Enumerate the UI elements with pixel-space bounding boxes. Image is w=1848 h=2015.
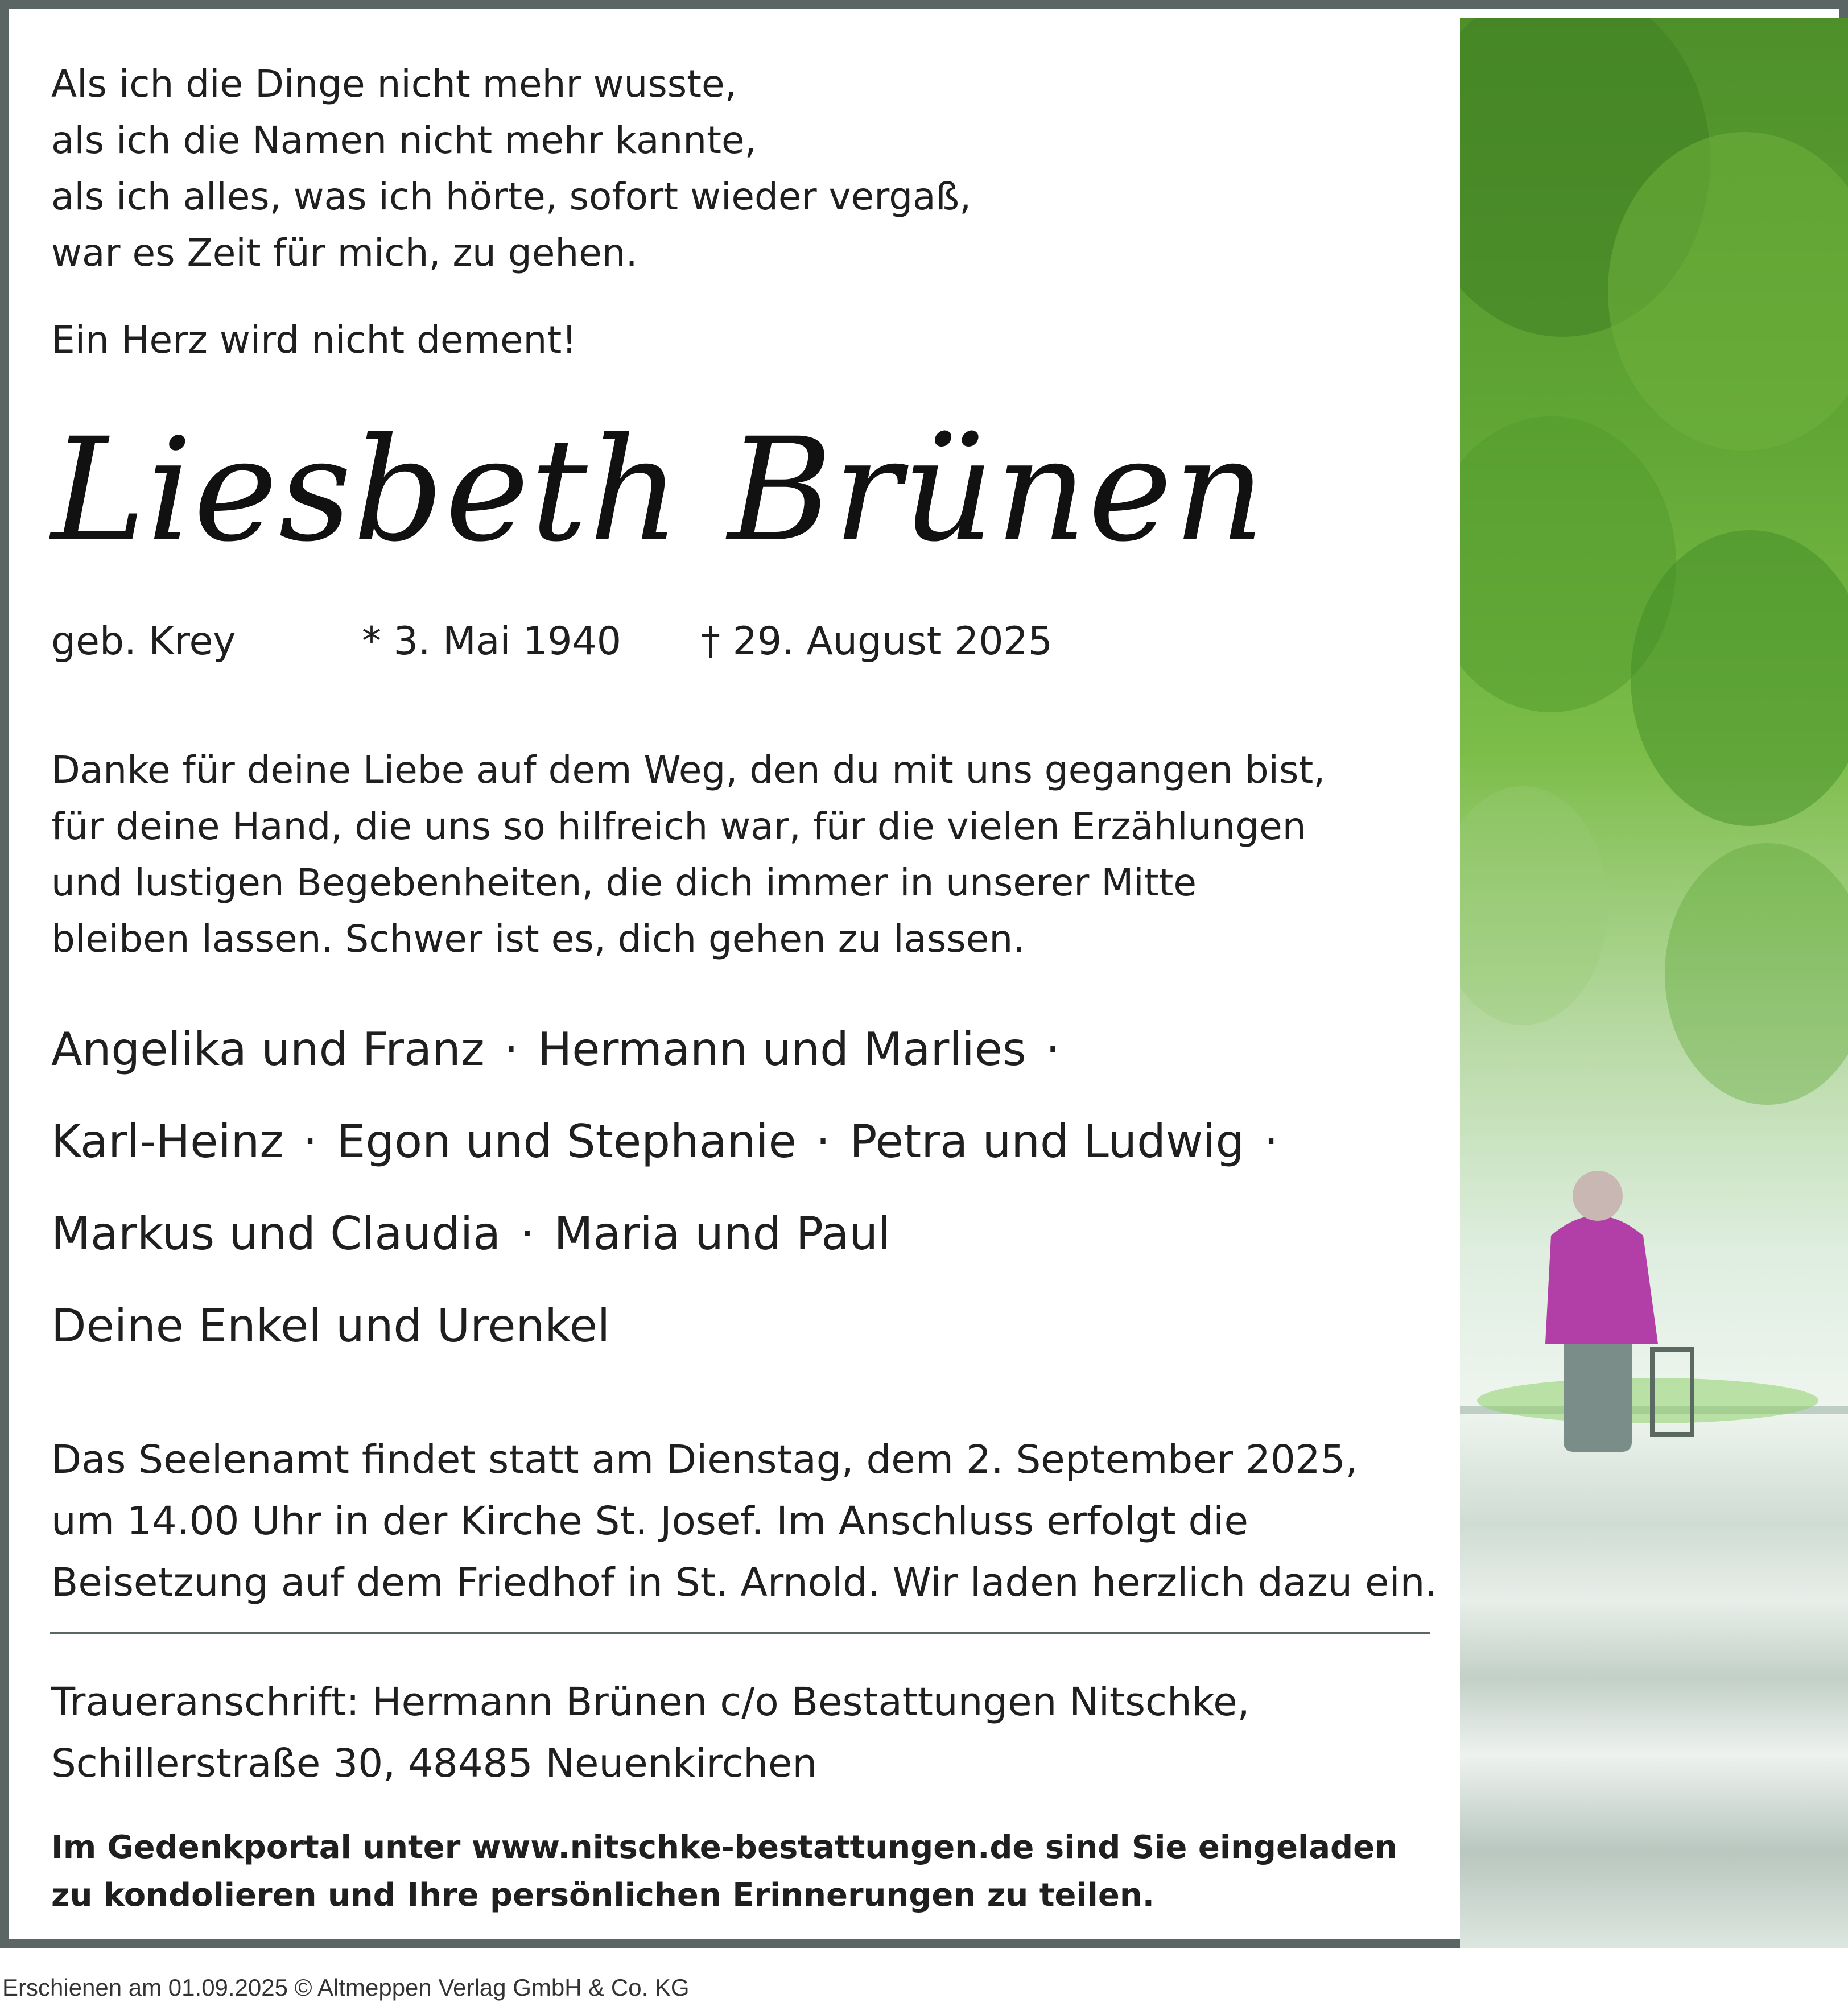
family-member: Hermann und Marlies [538,1023,1026,1076]
thanks-line: für deine Hand, die uns so hilfreich war, für die vielen Erzählungen [51,804,1306,848]
family-row-1 [51,1023,1079,1076]
service-line: Das Seelenamt findet statt am Dienstag, dem 2. September 2025, [51,1437,1358,1483]
family-member: Egon und Stephanie [336,1115,797,1168]
tree-alley-photo [1460,18,1848,1948]
thanks-line: und lustigen Begebenheiten, die dich immer in unserer Mitte [51,861,1197,905]
deceased-name: Liesbeth Brünen [51,407,1267,573]
separator-dot: · [815,1115,831,1168]
portal-line: Im Gedenkportal unter www.nitschke-bestattungen.de sind Sie eingeladen [51,1829,1397,1866]
grass-patch [1477,1378,1818,1423]
poem-line: Als ich die Dinge nicht mehr wusste, [51,62,737,106]
thanks-line: Danke für deine Liebe auf dem Weg, den du mit uns gegangen bist, [51,748,1326,792]
family-row-2 [51,1115,1298,1168]
family-member: Markus und Claudia [51,1207,501,1260]
poem-closing: Ein Herz wird nicht dement! [51,318,577,362]
figure-legs [1564,1327,1632,1452]
separator-dot: · [1045,1023,1061,1076]
figure-coat [1545,1216,1658,1344]
divider-line [50,1632,1430,1634]
family-row-3 [51,1207,890,1260]
family-member: Angelika und Franz [51,1023,485,1076]
separator-dot: · [303,1115,317,1168]
separator-dot: · [1264,1115,1278,1168]
mourning-address [51,1671,1250,1794]
poem-line: als ich die Namen nicht mehr kannte, [51,118,757,162]
publication-credit: Erschienen am 01.09.2025 © Altmeppen Verlag GmbH & Co. KG [2,1974,690,2001]
separator-dot: · [520,1207,535,1260]
death-date: † 29. August 2025 [701,619,1053,664]
birth-date: * 3. Mai 1940 [362,619,622,664]
service-line: Beisetzung auf dem Friedhof in St. Arnold. Wir laden herzlich dazu ein. [51,1560,1438,1605]
address-line: Traueranschrift: Hermann Brünen c/o Bestattungen Nitschke, [51,1679,1250,1725]
service-info [51,1429,1437,1613]
poem-line: als ich alles, was ich hörte, sofort wieder vergaß, [51,175,972,218]
service-line: um 14.00 Uhr in der Kirche St. Josef. Im Anschluss erfolgt die [51,1498,1248,1544]
poem-line: war es Zeit für mich, zu gehen. [51,231,638,275]
memorial-portal-note [51,1824,1397,1919]
thanks-line: bleiben lassen. Schwer ist es, dich gehen zu lassen. [51,917,1025,961]
portal-line: zu kondolieren und Ihre persönlichen Erinnerungen zu teilen. [51,1877,1154,1914]
address-line: Schillerstraße 30, 48485 Neuenkirchen [51,1741,818,1786]
poem [51,56,971,281]
family-member: Karl-Heinz [51,1115,284,1168]
maiden-name: geb. Krey [51,619,236,664]
figure-head [1573,1171,1623,1221]
family-member: Petra und Ludwig [849,1115,1245,1168]
thanks-text [51,742,1325,967]
separator-dot: · [504,1023,519,1076]
family-row-4: Deine Enkel und Urenkel [51,1299,610,1352]
family-member: Maria und Paul [554,1207,891,1260]
